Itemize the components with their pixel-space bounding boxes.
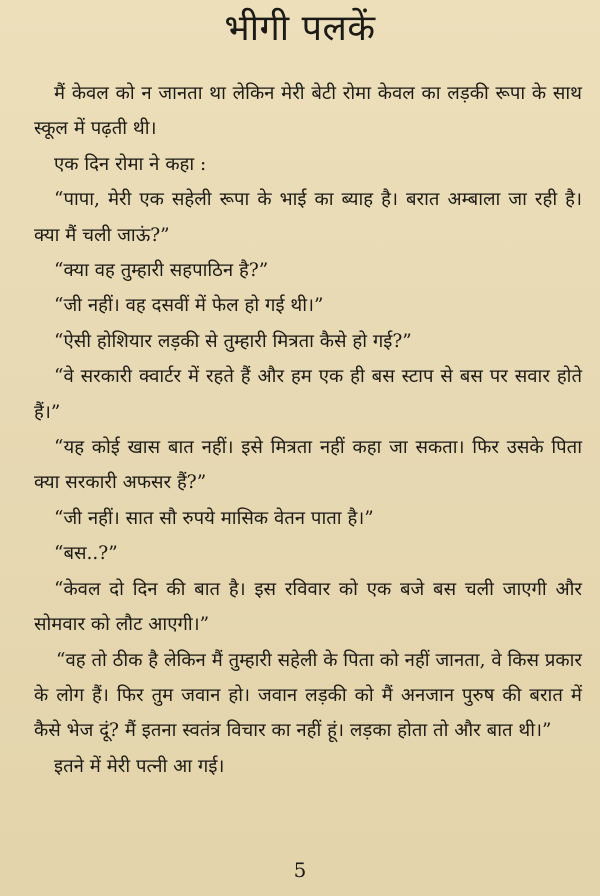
paragraph: “जी नहीं। सात सौ रुपये मासिक वेतन पाता है।” bbox=[54, 507, 374, 529]
chapter-title: भीगी पलकें bbox=[224, 8, 376, 49]
paragraph: इतने में मेरी पत्नी आ गई। bbox=[54, 755, 225, 777]
paragraph: “केवल दो दिन की बात है। इस रविवार को एक बजे बस चली जाएगी और सोमवार को लौट आएगी।” bbox=[34, 578, 582, 636]
paragraph: “बस..?” bbox=[54, 543, 118, 565]
paragraph: “क्या वह तुम्हारी सहपाठिन है?” bbox=[54, 260, 269, 282]
paragraph: “पापा, मेरी एक सहेली रूपा के भाई का ब्याह है। बरात अम्बाला जा रही है। क्या मैं चली जाऊं?” bbox=[34, 189, 582, 246]
paragraph: “यह कोई खास बात नहीं। इसे मित्रता नहीं कहा जा सकता। फिर उसके पिता क्या सरकारी अफसर हैं?” bbox=[34, 437, 582, 494]
paragraph: “जी नहीं। वह दसवीं में फेल हो गई थी।” bbox=[54, 295, 324, 317]
page-number: 5 bbox=[293, 858, 307, 882]
paragraph: “वह तो ठीक है लेकिन मैं तुम्हारी सहेली के पिता को नहीं जानता, वे किस प्रकार के लोग हैं। फिर तुम जवान हो। जवान लड़की को मैं अनजान पुरुष की बरात में कैसे भेज दूं? मैं इतना स्वतंत्र विचार का नहीं हूं। लड़का होता तो और बात थी।” bbox=[34, 649, 582, 742]
paragraph: “वे सरकारी क्वार्टर में रहते हैं और हम एक ही बस स्टाप से बस पर सवार होते हैं।” bbox=[34, 366, 582, 423]
paragraph: “ऐसी होशियार लड़की से तुम्हारी मित्रता कैसे हो गई?” bbox=[54, 330, 412, 352]
paragraph: एक दिन रोमा ने कहा : bbox=[54, 153, 207, 175]
chapter-body bbox=[34, 76, 582, 784]
paragraph: मैं केवल को न जानता था लेकिन मेरी बेटी रोमा केवल का लड़की रूपा के साथ स्कूल में पढ़ती थी। bbox=[34, 83, 582, 140]
